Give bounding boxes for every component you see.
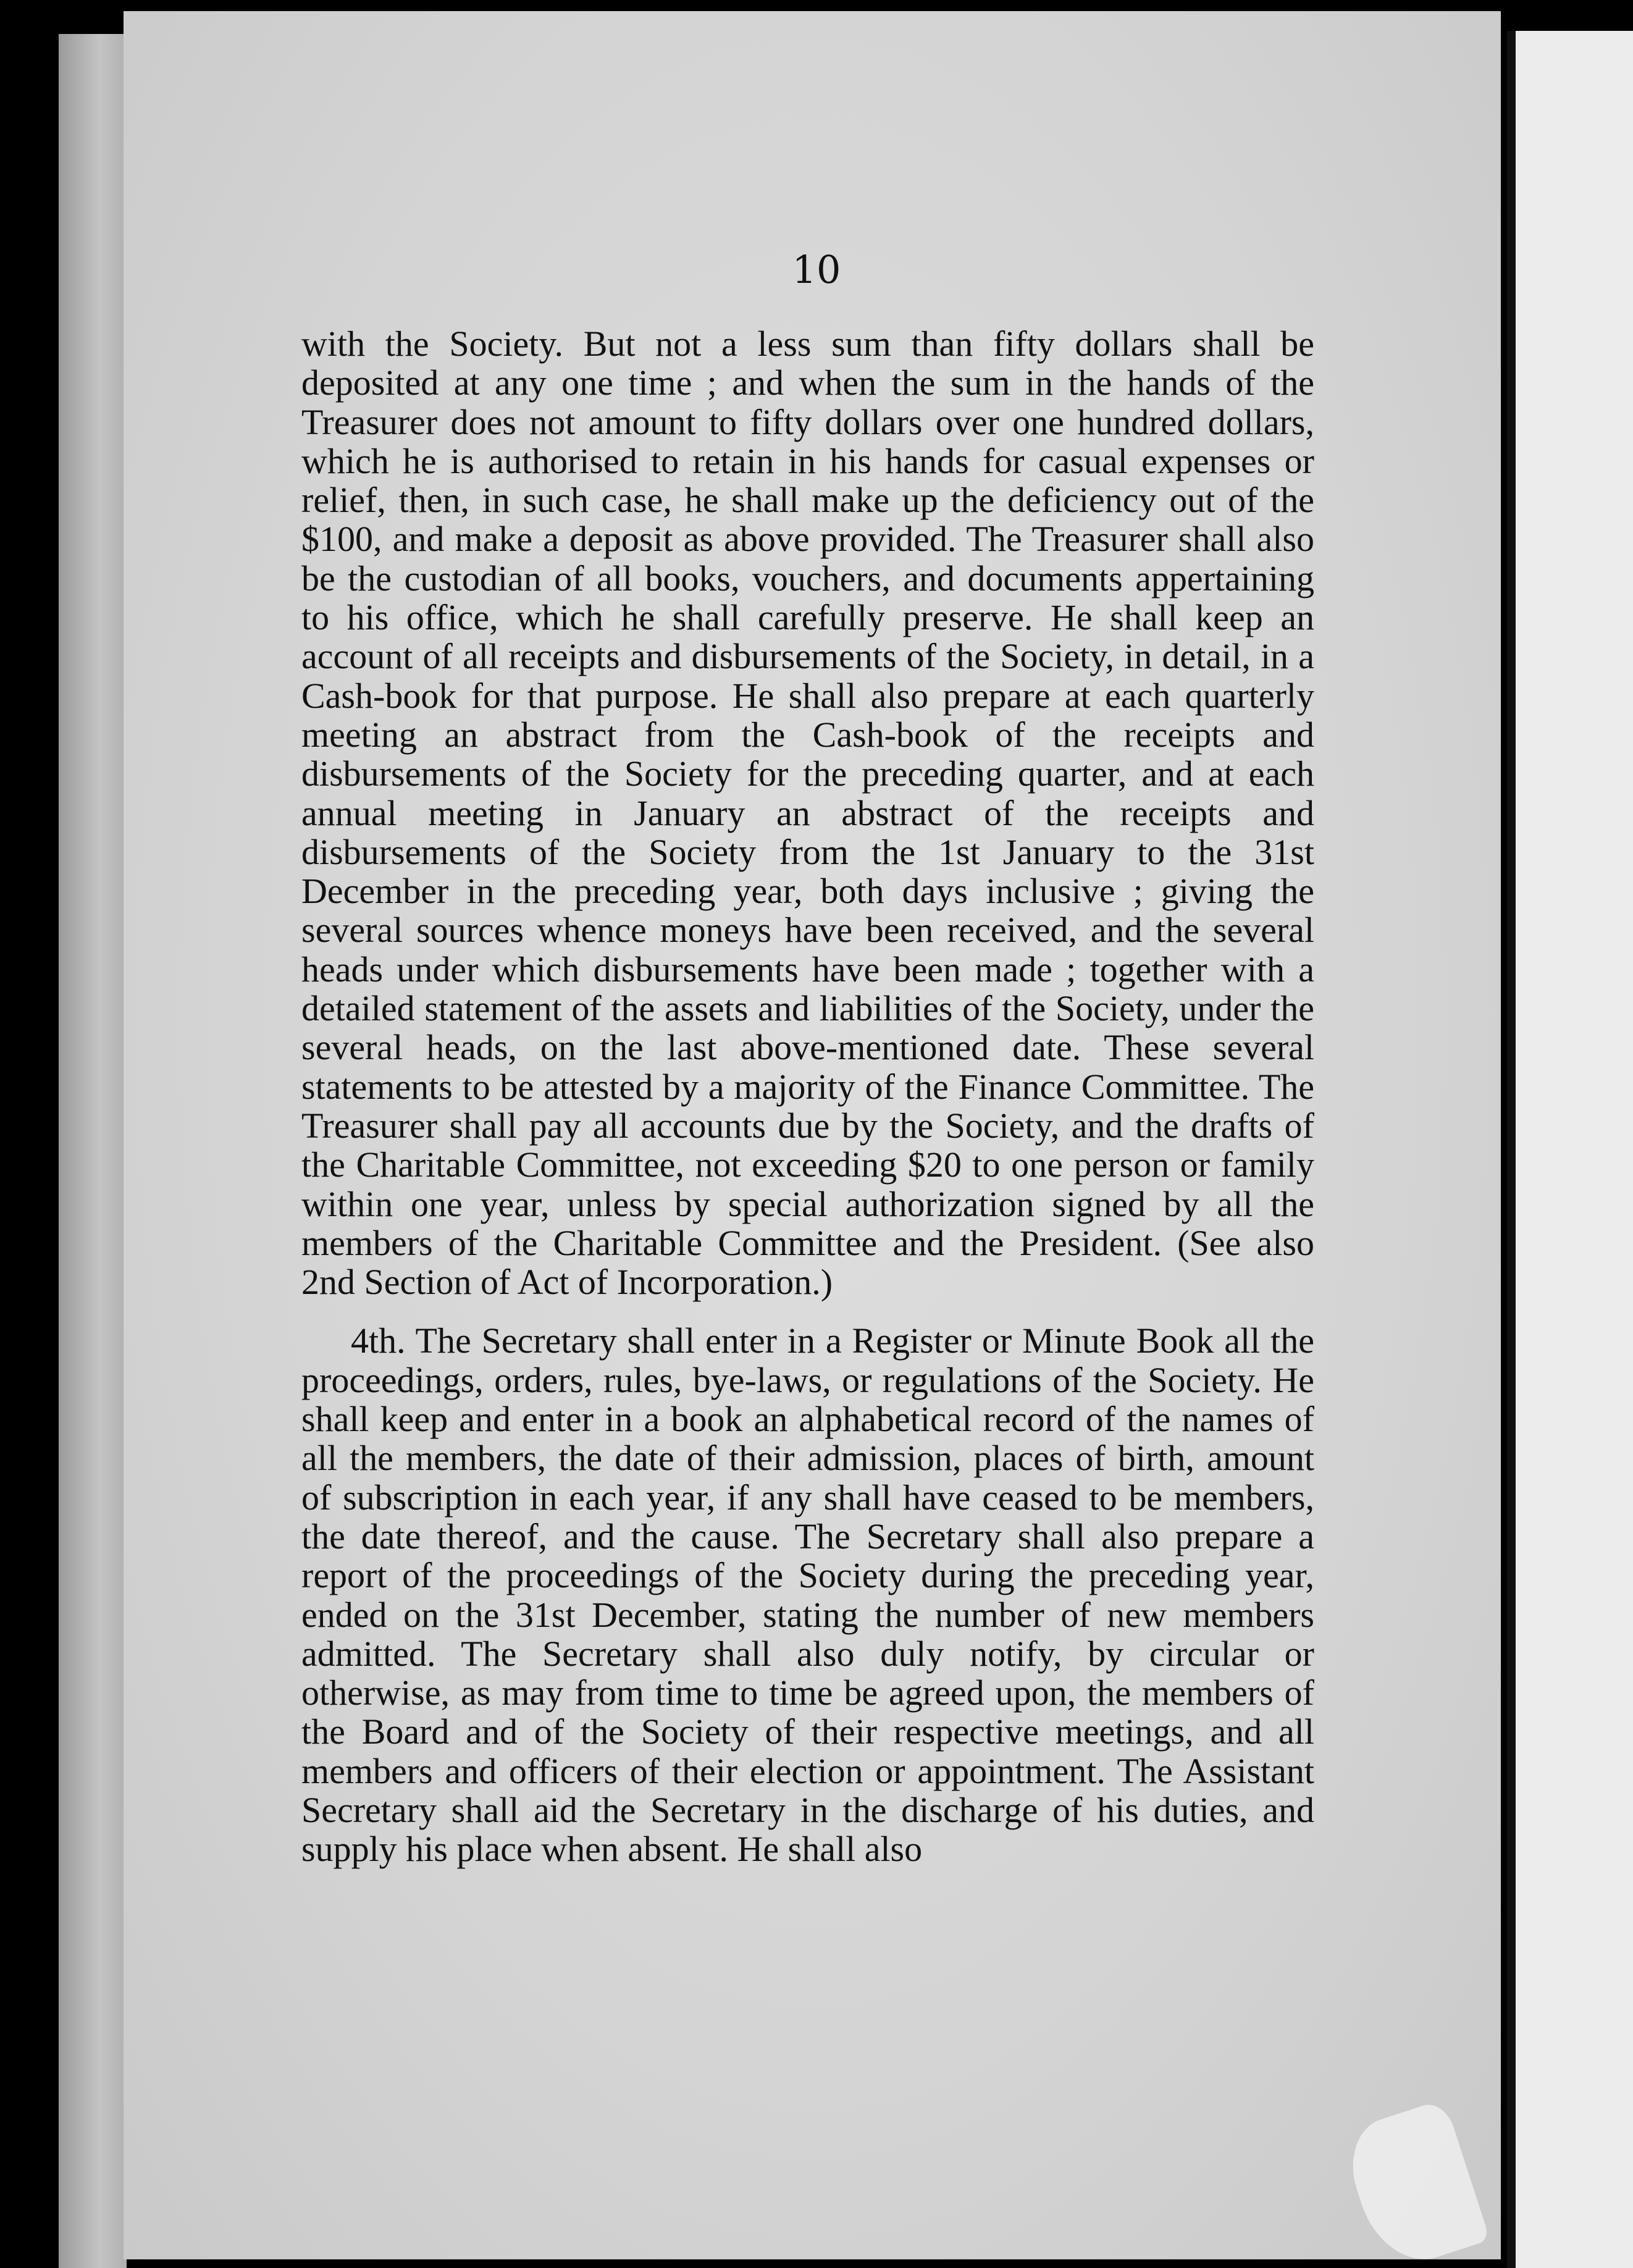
paragraph-secretary-duties: 4th. The Secretary shall enter in a Register or Minute Book all the proceedings, orders, rules, bye-laws, or regulations of the Society. He shall keep and enter in a book an alphabetical record of the names of all the members, the date of their admission, places of birth, amount of subscription in each year, if any shall have ceased to be members, the date thereof, and the cause. The Secretary shall also prepare a report of the proceedings of the Society during the preceding year, ended on the 31st December, stating the number of new members admitted. The Secretary shall also duly notify, by circular or otherwise, as may from time to time be agreed upon, the members of the Board and of the Society of their respective meetings, and all members and officers of their election or appointment. The Assistant Secretary shall aid the Secretary in the discharge of his duties, and supply his place when absent. He shall also xyxy=(301,1321,1314,1870)
binding-edge xyxy=(59,34,127,2268)
adjacent-page-edge xyxy=(1507,31,1633,2268)
paragraph-treasurer-duties: with the Society. But not a less sum than fifty dollars shall be deposited at any one time ; and when the sum in the hands of the Treasurer does not amount to fifty dollars over one hundred dollars, which he is authorised to retain in his hands for casual expenses or relief, then, in such case, he shall make up the deficiency out of the $100, and make a deposit as above provided. The Treasurer shall also be the custodian of all books, vouchers, and documents appertaining to his office, which he shall carefully preserve. He shall keep an account of all receipts and disbursements of the Society, in detail, in a Cash-book for that purpose. He shall also prepare at each quarterly meeting an abstract from the Cash-book of the receipts and disbursements of the Society for the preceding quarter, and at each annual meeting in January an abstract of the receipts and disbursements of the Society from the 1st January to the 31st December in the preceding year, both days inclusive ; giving the several sources whence moneys have been received, and the several heads under which disbursements have been made ; together with a detailed statement of the assets and liabilities of the Society, under the several heads, on the last above-mentioned date. These several statements to be attested by a majority of the Finance Committee. The Treasurer shall pay all accounts due by the Society, and the drafts of the Charitable Committee, not exceeding $20 to one person or family within one year, unless by special authorization signed by all the members of the Charitable Committee and the President. (See also 2nd Section of Act of Incorporation.) xyxy=(301,324,1314,1303)
page-number: 10 xyxy=(792,247,841,292)
body-text xyxy=(301,324,1314,1869)
